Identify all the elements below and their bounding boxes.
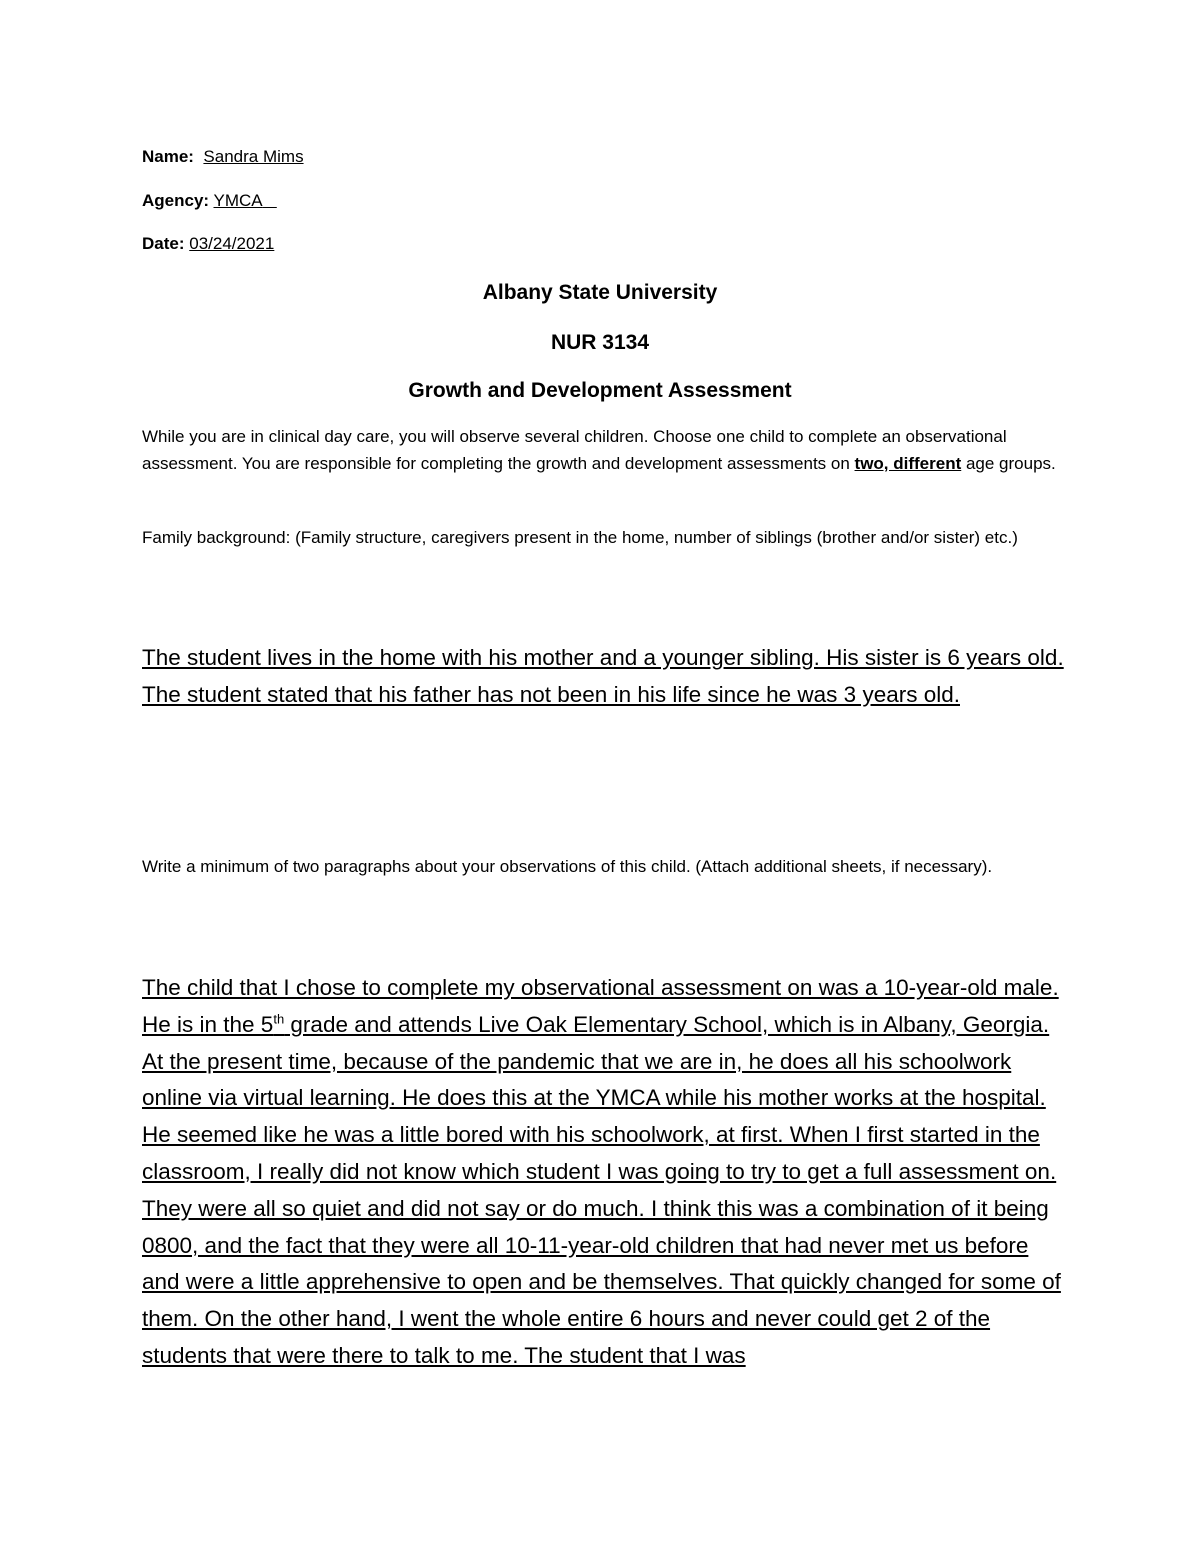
intro-text-before: While you are in clinical day care, you will observe several children. Choose one child to complete an observational assessment. You are responsible for completing the growth and development assessments on [142, 427, 1007, 473]
observation-text-part2: grade and attends Live Oak Elementary School, which is in Albany, Georgia. At the present time, because of the pandemic that we are in, he does all his schoolwork online via virtual learning. He does this at the YMCA while his mother works at the hospital. He seemed like he was a little bored with his schoolwork, at first. When I first started in the classroom, I really did not know which student I was going to try to get a full assessment on. They were all so quiet and did not say or do much. I think this was a combination of it being 0800, and the fact that they were all 10-11-year-old children that had never met us before and were a little apprehensive to open and be themselves. That quickly changed for some of them. On the other hand, I went the whole entire 6 hours and never could get 2 of the students that were there to talk to me. The student that I was [142, 1011, 1061, 1368]
agency-field [142, 190, 277, 212]
assessment-title: Growth and Development Assessment [408, 379, 792, 402]
date-field [142, 233, 274, 255]
course-title: NUR 3134 [550, 331, 650, 354]
ordinal-suffix: th [273, 1011, 285, 1027]
observation-prompt: Write a minimum of two paragraphs about your observations of this child. (Attach additional sheets, if necessary). [142, 857, 993, 876]
intro-text-after: age groups. [961, 454, 1056, 473]
date-label: Date: [142, 234, 185, 253]
name-value: Sandra Mims [203, 147, 304, 166]
family-background-prompt: Family background: (Family structure, caregivers present in the home, number of siblings (brother and/or sister) etc.) [142, 528, 1018, 547]
university-title: Albany State University [482, 281, 718, 304]
agency-label: Agency: [142, 191, 210, 210]
name-field [142, 146, 304, 168]
observation-text-part1: The child that I chose to complete my observational assessment on was a 10-year-old male. He is in the 5 [142, 975, 1059, 1037]
family-background-answer: The student lives in the home with his mother and a younger sibling. His sister is 6 years old. The student stated that his father has not been in his life since he was 3 years old. [142, 645, 1064, 707]
date-value: 03/24/2021 [189, 234, 275, 253]
intro-emphasis: two, different [854, 454, 962, 473]
name-label: Name: [142, 147, 194, 166]
intro-instructions [142, 423, 1072, 477]
observation-answer [142, 970, 1072, 1375]
agency-value: YMCA [213, 191, 263, 210]
